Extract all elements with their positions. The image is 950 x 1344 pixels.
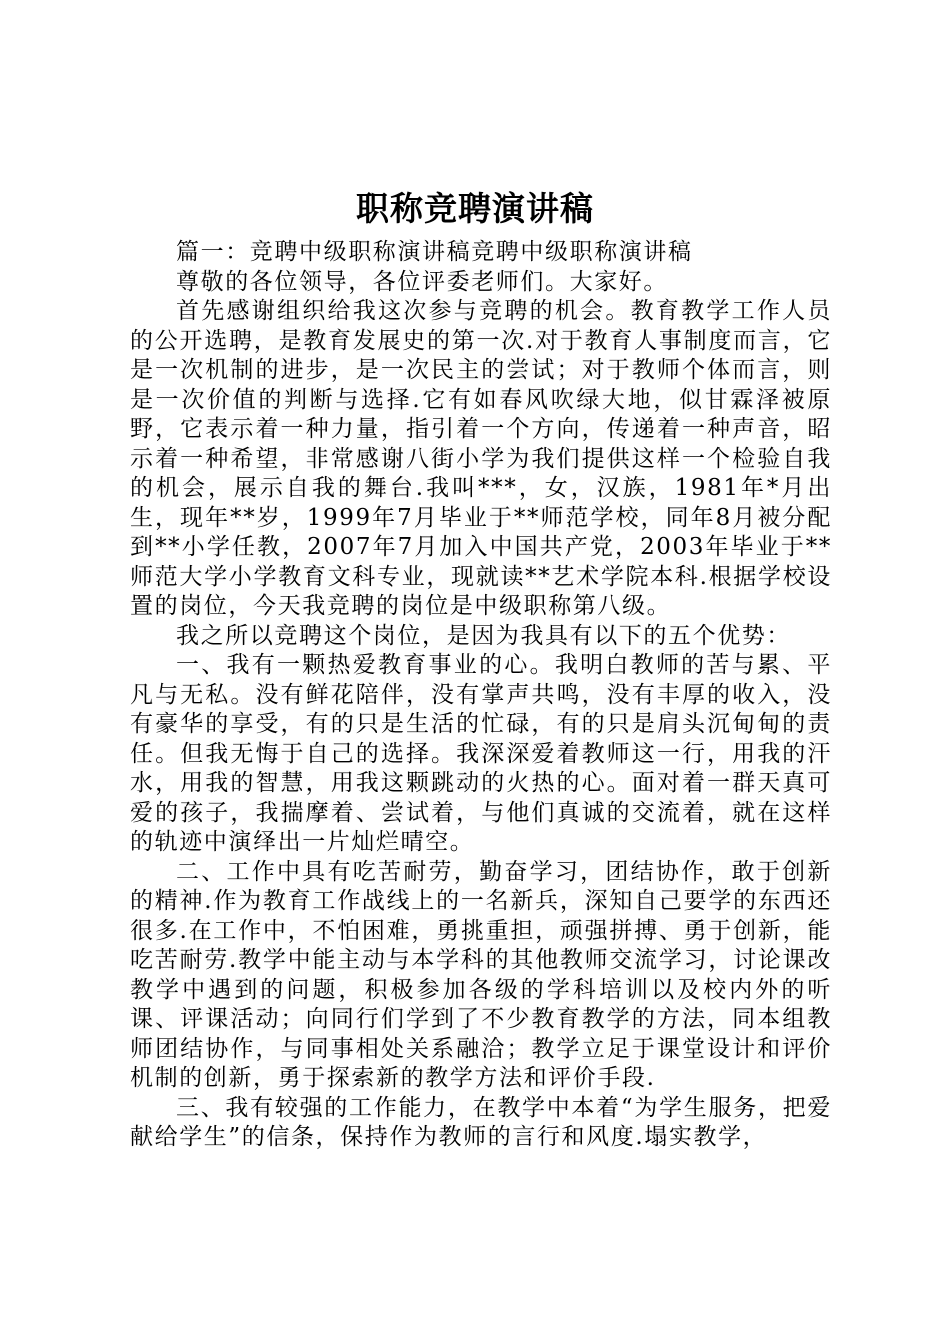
document-title: 职称竞聘演讲稿: [356, 189, 594, 228]
paragraph-advantage-two: 二、工作中具有吃苦耐劳，勤奋学习，团结协作，敢于创新的精神.作为教育工作战线上的一名新兵，深知自己要学的东西还很多.在工作中，不怕困难，勇挑重担，顽强拼搏、勇于创新，能吃苦耐劳.教学中能主动与本学科的其他教师交流学习，讨论课改教学中遇到的问题，积极参加各级的学科培训以及校内外的听课、评课活动；向同行们学到了不少教育教学的方法，同本组教师团结协作，与同事相处关系融洽；教学立足于课堂设计和评价机制的创新，勇于探索新的教学方法和评价手段.: [130, 858, 832, 1091]
paragraph-introduction: 首先感谢组织给我这次参与竞聘的机会。教育教学工作人员的公开选聘，是教育发展史的第一次.对于教育人事制度而言，它是一次机制的进步，是一次民主的尝试；对于教师个体而言，则是一次价值的判断与选择.它有如春风吹绿大地，似甘霖泽被原野，它表示着一种力量，指引着一个方向，传递着一种声音，昭示着一种希望，非常感谢八街小学为我们提供这样一个检验自我的机会，展示自我的舞台.我叫***，女，汉族，1981年*月出生，现年**岁，1999年7月毕业于**师范学校，同年8月被分配到**小学任教，2007年7月加入中国共产党，2003年毕业于**师范大学小学教育文科专业，现就读**艺术学院本科.根据学校设置的岗位，今天我竞聘的岗位是中级职称第八级。: [130, 298, 832, 619]
paragraph-greeting: 尊敬的各位领导，各位评委老师们。大家好。: [176, 268, 668, 295]
paragraph-advantage-one: 一、我有一颗热爱教育事业的心。我明白教师的苦与累、平凡与无私。没有鲜花陪伴，没有掌声共鸣，没有丰厚的收入，没有豪华的享受，有的只是生活的忙碌，有的只是肩头沉甸甸的责任。但我无悔于自己的选择。我深深爱着教师这一行，用我的汗水，用我的智慧，用我这颗跳动的火热的心。面对着一群天真可爱的孩子，我揣摩着、尝试着，与他们真诚的交流着，就在这样的轨迹中演绎出一片灿烂晴空。: [130, 652, 832, 855]
paragraph-heading: 篇一：竞聘中级职称演讲稿竞聘中级职称演讲稿: [176, 239, 693, 265]
document-body: [130, 238, 832, 1153]
paragraph-advantage-three: 三、我有较强的工作能力，在教学中本着“为学生服务，把爱献给学生”的信条，保持作为教师的言行和风度.塌实教学，: [130, 1094, 832, 1150]
paragraph-advantages-intro: 我之所以竞聘这个岗位，是因为我具有以下的五个优势：: [176, 622, 791, 649]
